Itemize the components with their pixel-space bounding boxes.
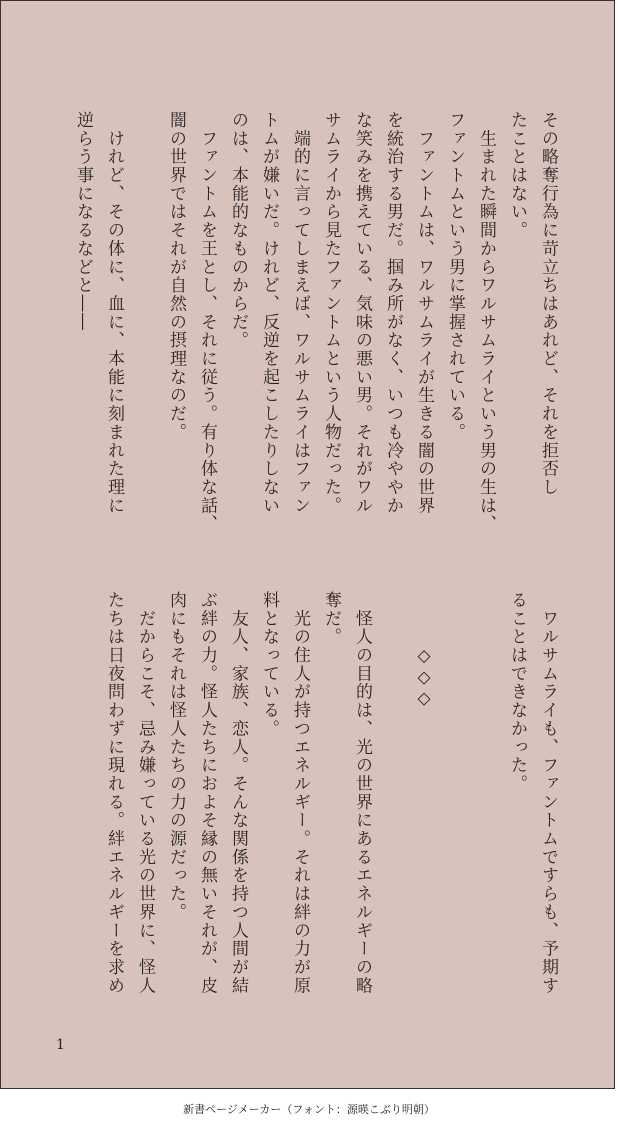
text-line: ファントムを王とし、それに従う。有り体な話、 [197,111,217,534]
text-line: サムライから見たファントムという人物だった。 [321,111,341,515]
text-line: けれど、その体に、血に、本能に刻まれた理に [104,111,124,515]
text-line: 奪だ。 [321,591,341,647]
blank-line [439,591,470,995]
footer-credit: 新書ページメーカー（フォント：源暎こぶり明朝） [183,1103,435,1116]
text-line: その略奪行為に苛立ちはあれど、それを拒否し [538,111,558,497]
text-line: ワルサムライも、ファントムですらも、予期す [538,591,558,995]
text-line: 料となっている。 [259,591,279,738]
text-line: 生まれた瞬間からワルサムライという男の生は、 [476,111,496,534]
text-line: ることはできなかった。 [507,591,527,793]
blank-line [129,111,160,533]
text-line: 闇の世界ではそれが自然の摂理なのだ。 [166,111,186,442]
text-line: 友人、家族、恋人。そんな関係を持つ人間が結 [228,591,248,995]
text-line: 端的に言ってしまえば、ワルサムライはファン [290,111,310,515]
page-number: 1 [56,1037,65,1053]
text-line: 肉にもそれは怪人たちの力の源だった。 [166,591,186,922]
text-line: 逆らう事になるなどと―― [73,111,93,332]
section-separator: ◇◇◇ [414,591,434,711]
text-line: ファントムは、ワルサムライが生きる闇の世界 [414,111,434,515]
lower-text-block [98,591,563,995]
text-line: 光の住人が持つエネルギー。それは絆の力が原 [290,591,310,995]
text-line: たちは日夜問わずに現れる。絆エネルギーを求め [104,591,124,995]
blank-line [470,591,501,995]
text-line: な笑みを携えている、気味の悪い男。それがワル [352,111,372,515]
upper-text-block [67,111,563,533]
text-line: トムが嫌いだ。けれど、反逆を起こしたりしない [259,111,279,515]
text-line: 怪人の目的は、光の世界にあるエネルギーの略 [352,591,372,995]
text-line: たことはない。 [507,111,527,240]
text-line: ぶ絆の力。怪人たちにおよそ縁の無いそれが、皮 [197,591,217,995]
text-line: のは、本能的なものからだ。 [228,111,248,350]
blank-line [377,591,408,995]
text-line: だからこそ、忌み嫌っている光の世界に、怪人 [135,591,155,995]
text-line: ファントムという男に掌握されている。 [445,111,465,442]
text-line: を統治する男だ。掴み所がなく、いつも冷ややか [383,111,403,515]
